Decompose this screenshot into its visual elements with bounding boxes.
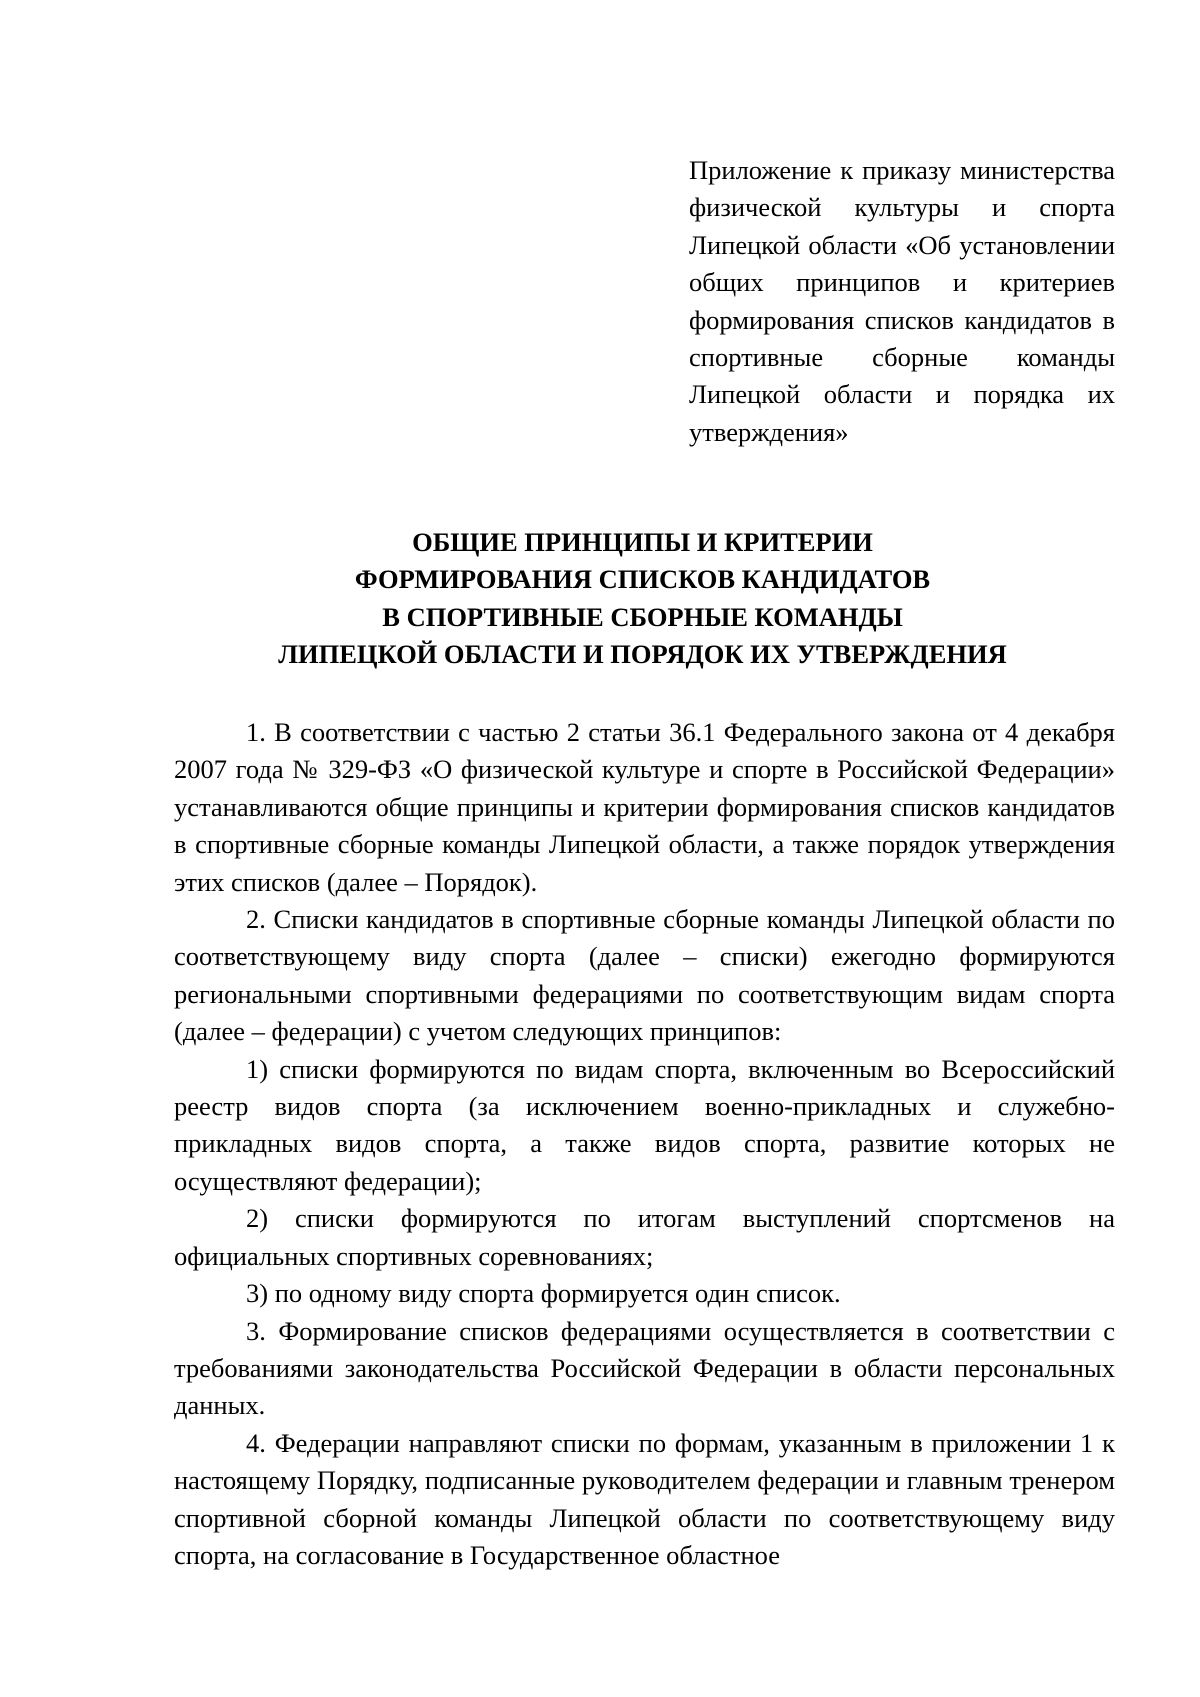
title-line: ФОРМИРОВАНИЯ СПИСКОВ КАНДИДАТОВ: [354, 564, 931, 595]
title-line: ОБЩИЕ ПРИНЦИПЫ И КРИТЕРИИ: [412, 527, 873, 557]
paragraph-2-item-2: 2) списки формируются по итогам выступлений спортсменов на официальных спортивных соревнованиях;: [174, 1203, 1115, 1271]
paragraph-1: 1. В соответствии с частью 2 статьи 36.1 Федерального закона от 4 декабря 2007 года № 329-ФЗ «О физической культуре и спорте в Российской Федерации» устанавливаются общие принципы и критерии формирования списков кандидатов в спортивные сборные команды Липецкой области, а также порядок утверждения этих списков (далее – Порядок).: [174, 717, 1115, 897]
paragraph-3: 3. Формирование списков федерациями осуществляется в соответствии с требованиями законодательства Российской Федерации в области персональных данных.: [174, 1315, 1115, 1421]
document-title: [170, 524, 1115, 674]
title-line: В СПОРТИВНЫЕ СБОРНЫЕ КОМАНДЫ: [382, 601, 903, 632]
paragraph-2-item-3: 3) по одному виду спорта формируется один список.: [246, 1278, 841, 1309]
paragraph-2: 2. Списки кандидатов в спортивные сборные команды Липецкой области по соответствующему виду спорта (далее – списки) ежегодно формируются региональными спортивными федерациями по соответствующим видам спорта (далее – федерации) с учетом следующих принципов:: [174, 904, 1115, 1047]
paragraph-2-item-1: 1) списки формируются по видам спорта, включенным во Всероссийский реестр видов спорта (за исключением военно-прикладных и служебно-прикладных видов спорта, а также видов спорта, развитие которых не осуществляют федерации);: [174, 1053, 1115, 1196]
title-line: ЛИПЕЦКОЙ ОБЛАСТИ И ПОРЯДОК ИХ УТВЕРЖДЕНИЯ: [278, 639, 1007, 670]
paragraph-4: 4. Федерации направляют списки по формам, указанным в приложении 1 к настоящему Порядку, подписанные руководителем федерации и главным тренером спортивной сборной команды Липецкой области по соответствующему виду спорта, на согласование в Государственное областное: [174, 1427, 1115, 1570]
annex-note: Приложение к приказу министерства физической культуры и спорта Липецкой области «Об установлении общих принципов и критериев формирования списков кандидатов в спортивные сборные команды Липецкой области и порядка их утверждения»: [689, 155, 1115, 447]
document-body: [174, 714, 1115, 1574]
